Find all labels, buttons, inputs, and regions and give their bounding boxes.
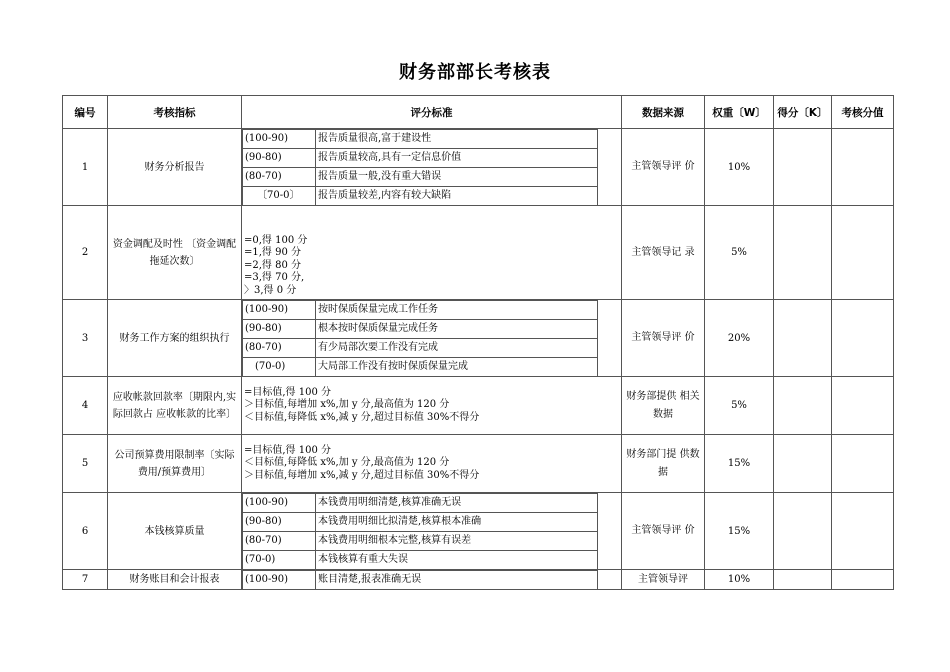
- row-score[interactable]: [774, 377, 832, 435]
- rule-line: 〉3,得 0 分: [244, 284, 297, 296]
- criteria-range: (100-90): [243, 301, 316, 320]
- row-weight: 5%: [705, 377, 774, 435]
- row-value[interactable]: [832, 493, 894, 570]
- header-value: 考核分值: [832, 96, 894, 129]
- criteria-range: (90-80): [243, 320, 316, 339]
- row-criteria: [242, 570, 622, 590]
- assessment-table: [62, 95, 894, 590]
- criteria-text: 账目清楚,报表准确无误: [316, 571, 598, 590]
- rule-line: =2,得 80 分: [244, 259, 302, 271]
- row-score[interactable]: [774, 435, 832, 493]
- criteria-range: (90-80): [243, 513, 316, 532]
- table-row: [63, 129, 894, 206]
- header-weight: 权重〔W〕: [705, 96, 774, 129]
- criteria-range: (100-90): [243, 130, 316, 149]
- criteria-range: (80-70): [243, 532, 316, 551]
- row-score[interactable]: [774, 570, 832, 590]
- criteria-text: 本钱费用明细比拟清楚,核算根本准确: [316, 513, 598, 532]
- criteria-text: 报告质量较高,具有一定信息价值: [316, 149, 598, 168]
- header-criteria: 评分标准: [242, 96, 622, 129]
- row-rules: [242, 206, 622, 300]
- criteria-text: 有少局部次要工作没有完成: [316, 339, 598, 358]
- row-source: 主管领导评: [622, 570, 705, 590]
- row-weight: 10%: [705, 129, 774, 206]
- row-indicator: 资金调配及时性 〔资金调配拖延次数〕: [108, 206, 242, 300]
- criteria-range: (90-80): [243, 149, 316, 168]
- criteria-text: 根本按时保质保量完成任务: [316, 320, 598, 339]
- criteria-text: 报告质量很高,富于建设性: [316, 130, 598, 149]
- header-source: 数据来源: [622, 96, 705, 129]
- rule-line: =3,得 70 分,: [244, 272, 305, 283]
- row-score[interactable]: [774, 129, 832, 206]
- criteria-range: (70-0): [243, 551, 316, 570]
- rule-line: ＞目标值,每增加 x%,减 y 分,超过目标值 30%不得分: [244, 469, 480, 481]
- row-value[interactable]: [832, 206, 894, 300]
- row-value[interactable]: [832, 377, 894, 435]
- row-weight: 15%: [705, 493, 774, 570]
- table-row: [63, 493, 894, 570]
- row-source: 财务部提供 相关数据: [622, 377, 705, 435]
- row-indicator: 公司预算费用限制率〔实际费用/预算费用〕: [108, 435, 242, 493]
- criteria-text: 本钱费用明细根本完整,核算有误差: [316, 532, 598, 551]
- row-source: 财务部门提 供数据: [622, 435, 705, 493]
- rule-line: ＜目标值,每降低 x%,减 y 分,超过目标值 30%不得分: [244, 411, 480, 423]
- row-source: 主管领导评 价: [622, 300, 705, 377]
- row-value[interactable]: [832, 129, 894, 206]
- row-indicator: 财务账目和会计报表: [108, 570, 242, 590]
- criteria-range: (80-70): [243, 168, 316, 187]
- row-indicator: 本钱核算质量: [108, 493, 242, 570]
- row-criteria: [242, 300, 622, 377]
- table-row: [63, 435, 894, 493]
- table-row: [63, 377, 894, 435]
- row-value[interactable]: [832, 570, 894, 590]
- row-value[interactable]: [832, 435, 894, 493]
- row-score[interactable]: [774, 206, 832, 300]
- row-indicator: 财务分析报告: [108, 129, 242, 206]
- header-indicator: 考核指标: [108, 96, 242, 129]
- row-number: 5: [63, 435, 108, 493]
- rule-line: =1,得 90 分: [244, 247, 302, 258]
- header-score: 得分〔K〕: [774, 96, 832, 129]
- header-row: [63, 96, 894, 129]
- row-criteria: [242, 129, 622, 206]
- row-number: 4: [63, 377, 108, 435]
- page-title: 财务部部长考核表: [399, 62, 551, 83]
- rule-line: =0,得 100 分: [244, 234, 308, 246]
- header-number: 编号: [63, 96, 108, 129]
- row-number: 3: [63, 300, 108, 377]
- table-row: [63, 570, 894, 590]
- criteria-text: 本钱费用明细清楚,核算准确无误: [316, 494, 598, 513]
- criteria-range: (80-70): [243, 339, 316, 358]
- criteria-range: (70-0): [243, 358, 316, 377]
- rule-line: ＞目标值,每增加 x%,加 y 分,最高值为 120 分: [244, 399, 450, 411]
- row-rules: [242, 377, 622, 435]
- criteria-text: 按时保质保量完成工作任务: [316, 301, 598, 320]
- table-row: [63, 206, 894, 300]
- row-indicator: 应收帐款回款率〔期限内,实际回款占 应收帐款的比率〕: [108, 377, 242, 435]
- criteria-range: (100-90): [243, 494, 316, 513]
- row-number: 2: [63, 206, 108, 300]
- row-number: 6: [63, 493, 108, 570]
- row-weight: 5%: [705, 206, 774, 300]
- rule-line: =目标值,得 100 分: [244, 444, 332, 456]
- criteria-range: (100-90): [243, 571, 316, 590]
- rule-line: =目标值,得 100 分: [244, 386, 332, 398]
- row-weight: 10%: [705, 570, 774, 590]
- criteria-text: 报告质量较差,内容有较大缺陷: [316, 187, 598, 206]
- row-source: 主管领导评 价: [622, 129, 705, 206]
- criteria-range: 〔70-0〕: [243, 187, 316, 206]
- row-rules: [242, 435, 622, 493]
- row-number: 7: [63, 570, 108, 590]
- criteria-text: 大局部工作没有按时保质保量完成: [316, 358, 598, 377]
- rule-line: ＜目标值,每降低 x%,加 y 分,最高值为 120 分: [244, 457, 450, 469]
- row-score[interactable]: [774, 300, 832, 377]
- row-number: 1: [63, 129, 108, 206]
- row-score[interactable]: [774, 493, 832, 570]
- row-source: 主管领导记 录: [622, 206, 705, 300]
- criteria-text: 本钱核算有重大失误: [316, 551, 598, 570]
- row-weight: 20%: [705, 300, 774, 377]
- row-weight: 15%: [705, 435, 774, 493]
- row-source: 主管领导评 价: [622, 493, 705, 570]
- table-row: [63, 300, 894, 377]
- criteria-text: 报告质量一般,没有重大错误: [316, 168, 598, 187]
- row-value[interactable]: [832, 300, 894, 377]
- row-indicator: 财务工作方案的组织执行: [108, 300, 242, 377]
- row-criteria: [242, 493, 622, 570]
